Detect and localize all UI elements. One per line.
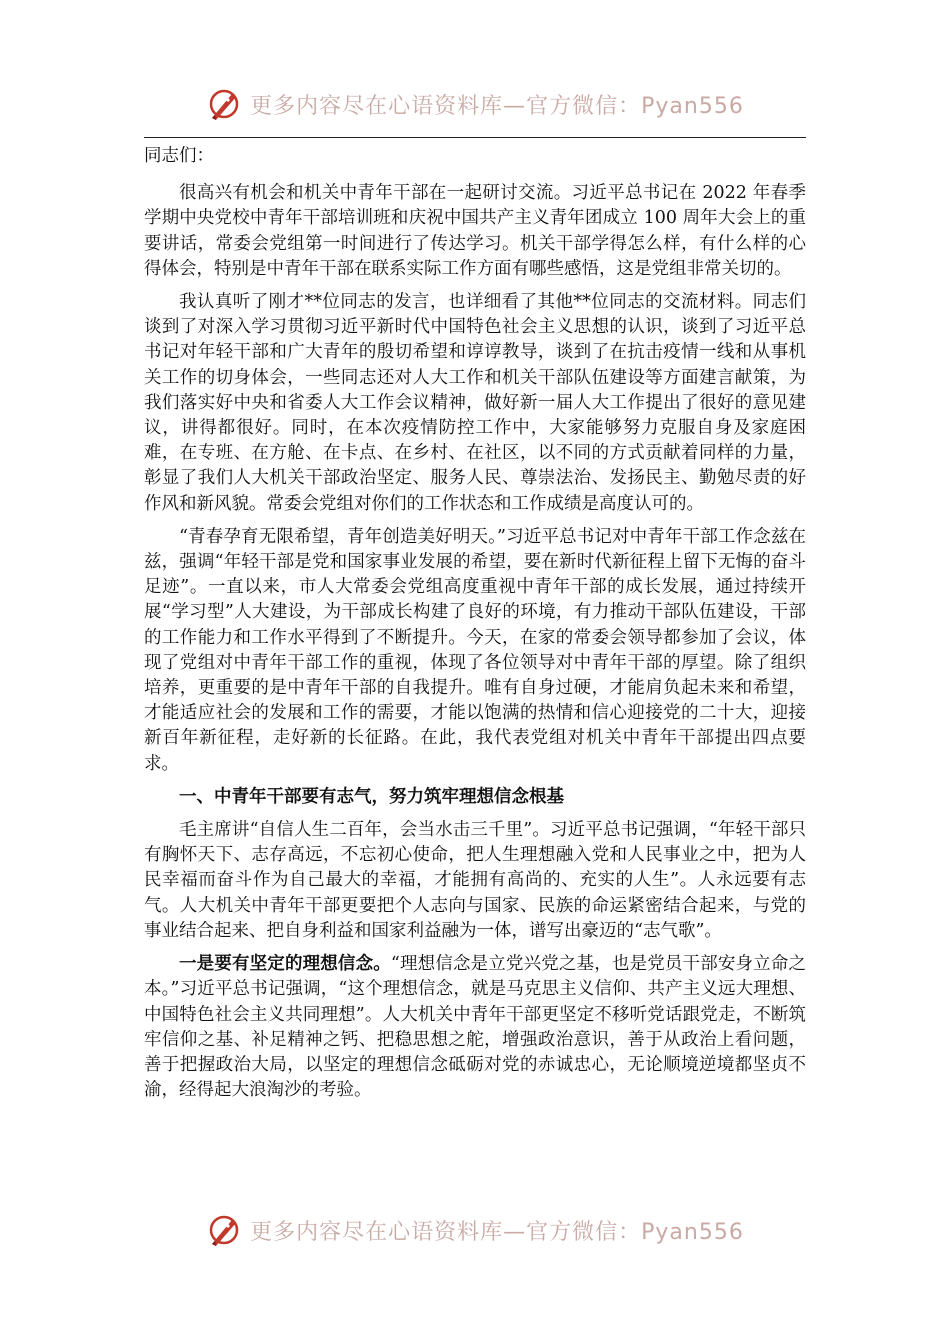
paragraph-feedback: 我认真听了刚才**位同志的发言，也详细看了其他**位同志的交流材料。同志们谈到了对深入学习贯彻习近平新时代中国特色社会主义思想的认识，谈到了习近平总书记对年轻干部和广大青年的殷切希望和谆谆教导，谈到了在抗击疫情一线和从事机关工作的切身体会，一些同志还对人大工作和机关干部队伍建设等方面建言献策，为我们落实好中央和省委人大工作会议精神，做好新一届人大工作提出了很好的意见建议，讲得都很好。同时，在本次疫情防控工作中，大家能够努力克服自身及家庭困难，在专班、在方舱、在卡点、在乡村、在社区，以不同的方式贡献着同样的力量，彰显了我们人大机关干部政治坚定、服务人民、尊崇法治、发扬民主、勤勉尽责的好作风和新风貌。常委会党组对你们的工作状态和工作成绩是高度认可的。 xyxy=(144,292,806,514)
pen-logo-icon xyxy=(206,86,242,122)
point-one-body: “理想信念是立党兴党之基，也是党员干部安身立命之本。”习近平总书记强调，“这个理想信念，就是马克思主义信仰、共产主义远大理想、中国特色社会主义共同理想”。人大机关中青年干部更坚定不移听党话跟党走，不断筑牢信仰之基、补足精神之钙、把稳思想之舵，增强政治意识，善于从政治上看问题，善于把握政治大局，以坚定的理想信念砥砺对党的赤诚忠心，无论顺境逆境都坚贞不渝，经得起大浪淘沙的考验。 xyxy=(144,954,806,1101)
paragraph-intro: 很高兴有机会和机关中青年干部在一起研讨交流。习近平总书记在 2022 年春季学期中央党校中青年干部培训班和庆祝中国共产主义青年团成立 100 周年大会上的重要讲话，常委会党组第一时间进行了传达学习。机关干部学得怎么样，有什么样的心得体会，特别是中青年干部在联系实际工作方面有哪些感悟，这是党组非常关切的。 xyxy=(144,183,806,279)
section-heading: 一、中青年干部要有志气，努力筑牢理想信念根基 xyxy=(179,786,564,807)
point-one-paragraph xyxy=(144,952,806,1103)
footer-banner-text: 更多内容尽在心语资料库—官方微信：Pyan556 xyxy=(250,1219,744,1245)
point-one-lead: 一是要有坚定的理想信念。 xyxy=(179,954,391,975)
paragraph-requirements: “青春孕育无限希望，青年创造美好明天。”习近平总书记对中青年干部工作念兹在兹，强调“年轻干部是党和国家事业发展的希望，要在新时代新征程上留下无悔的奋斗足迹”。一直以来，市人大常委会党组高度重视中青年干部的成长发展，通过持续开展“学习型”人大建设，为干部成长构建了良好的环境，有力推动干部队伍建设，干部的工作能力和工作水平得到了不断提升。今天，在家的常委会领导都参加了会议，体现了党组对中青年干部工作的重视，体现了各位领导对中青年干部的厚望。除了组织培养，更重要的是中青年干部的自我提升。唯有自身过硬，才能肩负起未来和希望，才能适应社会的发展和工作的需要，才能以饱满的热情和信心迎接党的二十大，迎接新百年新征程，走好新的长征路。在此，我代表党组对机关中青年干部提出四点要求。 xyxy=(144,526,806,774)
header-divider xyxy=(144,137,806,138)
header-banner-text: 更多内容尽在心语资料库—官方微信：Pyan556 xyxy=(250,93,744,119)
document-body xyxy=(144,144,806,1111)
pen-logo-icon xyxy=(206,1212,242,1248)
header-banner xyxy=(0,82,950,126)
footer-banner xyxy=(0,1208,950,1252)
salutation: 同志们： xyxy=(144,146,214,166)
section-paragraph: 毛主席讲“自信人生二百年，会当水击三千里”。习近平总书记强调，“年轻干部只有胸怀天下、志存高远，不忘初心使命，把人生理想融入党和人民事业之中，把为人民幸福而奋斗作为自己最大的幸福，才能拥有高尚的、充实的人生”。人永远要有志气。人大机关中青年干部更要把个人志向与国家、民族的命运紧密结合起来，与党的事业结合起来、把自身利益和国家利益融为一体，谱写出豪迈的“志气歌”。 xyxy=(144,820,806,941)
